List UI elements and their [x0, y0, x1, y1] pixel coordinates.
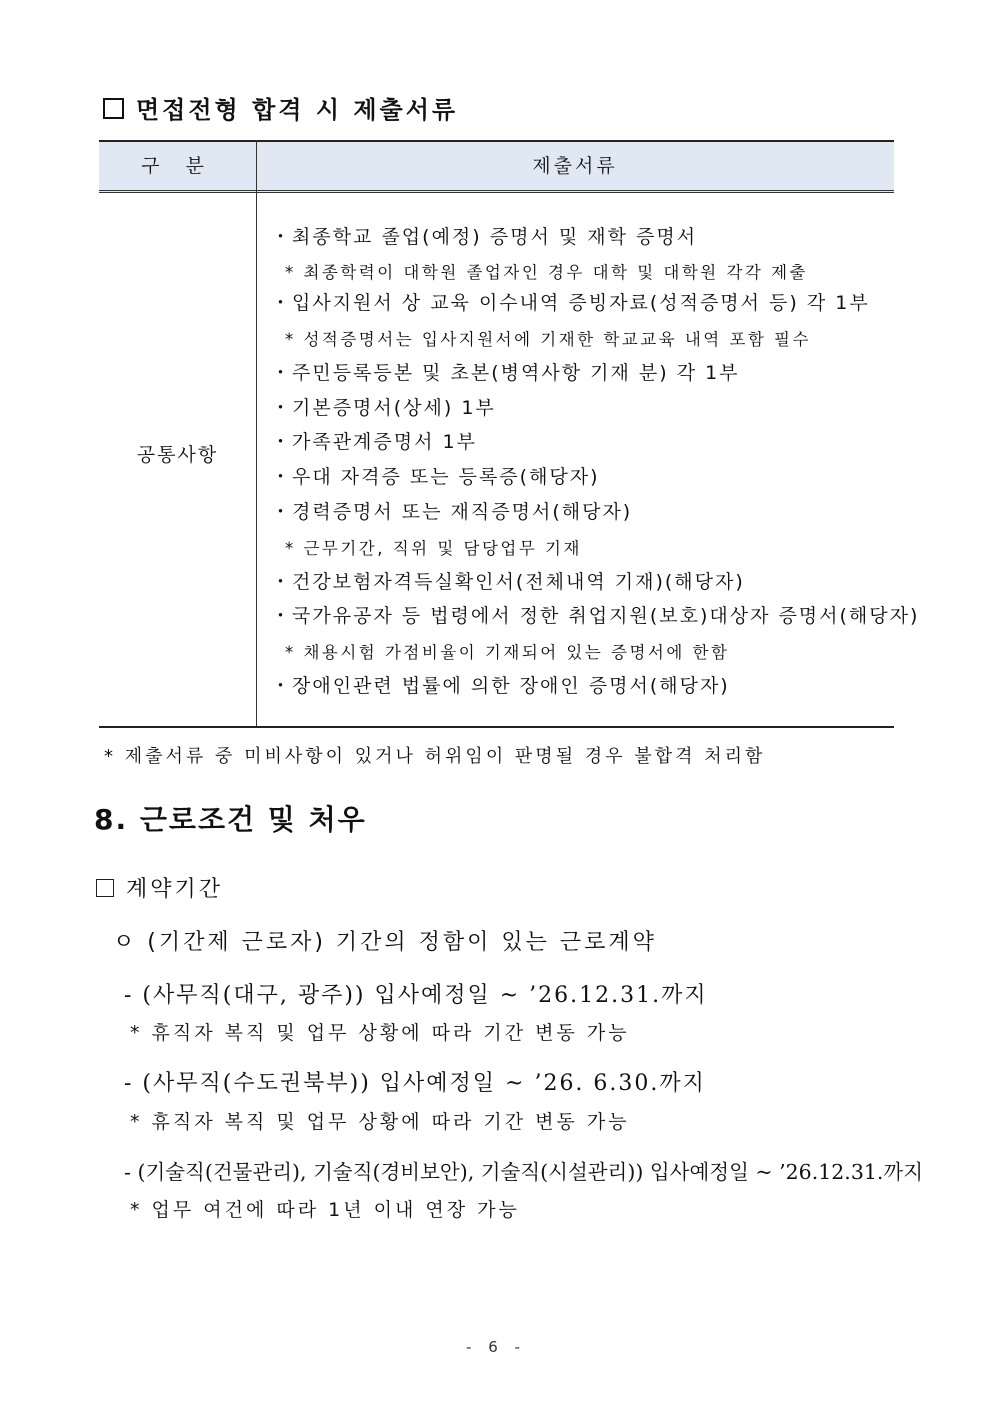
- document-item: ・기본증명서(상세) 1부: [271, 397, 496, 419]
- document-note: * 근무기간, 직위 및 담당업무 기재: [285, 539, 582, 558]
- section-heading-8: 8. 근로조건 및 처우: [94, 803, 367, 836]
- table-header: [99, 140, 894, 193]
- section-title: [103, 90, 458, 125]
- documents-table: [99, 140, 920, 728]
- document-note: * 성적증명서는 입사지원서에 기재한 학교교육 내역 포함 필수: [285, 330, 811, 349]
- contract-note: * 휴직자 복직 및 업무 상황에 따라 기간 변동 가능: [130, 1022, 630, 1044]
- column-divider: [256, 140, 257, 728]
- document-item: ・주민등록등본 및 초본(병역사항 기재 분) 각 1부: [271, 362, 740, 384]
- subsection-title: [96, 872, 223, 903]
- contract-note: * 휴직자 복직 및 업무 상황에 따라 기간 변동 가능: [130, 1111, 630, 1133]
- checkbox-square-icon: [103, 98, 124, 119]
- contract-line: - (사무직(수도권북부)) 입사예정일 ~ ’26. 6.30.까지: [124, 1071, 706, 1096]
- header-category: 구 분: [141, 155, 214, 177]
- document-item: ・우대 자격증 또는 등록증(해당자): [271, 466, 600, 488]
- section-title-text: 면접전형 합격 시 제출서류: [136, 96, 459, 124]
- document-note: * 최종학력이 대학원 졸업자인 경우 대학 및 대학원 각각 제출: [285, 263, 808, 282]
- document-item: ・가족관계증명서 1부: [271, 431, 477, 453]
- document-item: ・국가유공자 등 법령에서 정한 취업지원(보호)대상자 증명서(해당자): [271, 605, 920, 627]
- contract-line: - (기술직(건물관리), 기술직(경비보안), 기술직(시설관리)) 입사예정일 ~ ’26.12.31.까지: [124, 1160, 924, 1184]
- document-item: ・최종학교 졸업(예정) 증명서 및 재학 증명서: [271, 226, 698, 248]
- document-item: ・입사지원서 상 교육 이수내역 증빙자료(성적증명서 등) 각 1부: [271, 292, 870, 314]
- document-item: ・경력증명서 또는 재직증명서(해당자): [271, 501, 633, 523]
- circle-item: ㅇ (기간제 근로자) 기간의 정함이 있는 근로계약: [113, 930, 657, 955]
- row-label: 공통사항: [136, 444, 219, 466]
- contract-note: * 업무 여건에 따라 1년 이내 연장 가능: [130, 1199, 520, 1221]
- table-bottom-border: [99, 726, 894, 728]
- document-item: ・건강보험자격득실확인서(전체내역 기재)(해당자): [271, 571, 745, 593]
- checkbox-square-icon: [96, 879, 114, 897]
- page-number: - 6 -: [466, 1338, 526, 1356]
- subsection-title-text: 계약기간: [126, 877, 224, 902]
- table-footnote: * 제출서류 중 미비사항이 있거나 허위임이 판명될 경우 불합격 처리함: [104, 746, 766, 767]
- contract-line: - (사무직(대구, 광주)) 입사예정일 ~ ’26.12.31.까지: [124, 983, 708, 1008]
- document-item: ・장애인관련 법률에 의한 장애인 증명서(해당자): [271, 675, 730, 697]
- document-note: * 채용시험 가점비율이 기재되어 있는 증명서에 한함: [285, 643, 730, 662]
- header-documents: 제출서류: [532, 155, 618, 177]
